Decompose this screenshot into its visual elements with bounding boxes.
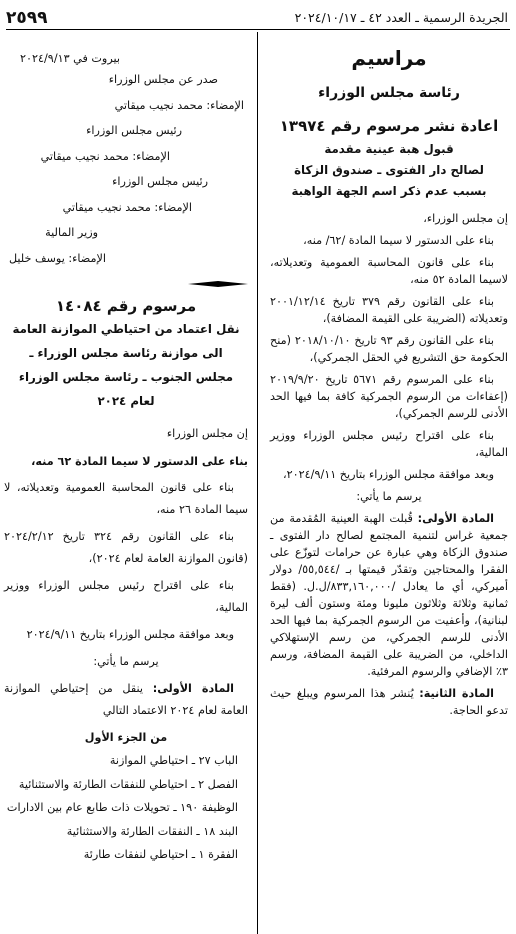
recital: بناء على قانون المحاسبة العمومية وتعديلاته، لاسيما المادة ٥٢ منه، (270, 256, 508, 286)
article-1 (4, 678, 248, 722)
signature-line: رئيس مجلس الوزراء (86, 124, 182, 137)
decree-title-line: مجلس الجنوب ـ رئاسة مجلس الوزراء (18, 370, 234, 384)
decree-number: مرسوم رقم ١٤٠٨٤ (55, 297, 197, 315)
article-label: المادة الأولى: (152, 682, 234, 695)
article-text: قُبلت الهبة العينية المُقدمة من جمعية غراس لتنمية المجتمع لصالح دار الفتوى ـ صندوق الزكاة وهي عبارة عن حرامات لتوزّع على الفقرا والمحتاجين وتقدّر قيمتها بـ /٥٥,٥٤٤/ دولار أميركي، أي ما يعادل /٨٣٣,١٦٠,٠٠٠/ل.ل. (فقط ثمانية وثلاثة وثلاثون مليونا ومئة وستون ألف ليرة لبنانية)، وأعفيت من الرسوم الجمركية بما فيها الحد الأدنى للرسم الجمركي، من رسم الإستهلاكي الداخلي، من الضريبة على القيمة المضافة، ورسم ٣٪ الإضافي والرسوم المرفئية. (270, 512, 508, 678)
signature-line: الإمضاء: محمد نجيب ميقاتي (62, 200, 192, 214)
decree-title-line: قبول هبة عينية مقدمة (324, 142, 454, 156)
decree-number: اعادة نشر مرسوم رقم ١٣٩٧٤ (279, 117, 499, 135)
place-date: بيروت في ٢٠٢٤/٩/١٣ (20, 52, 120, 65)
separator-ornament (188, 281, 248, 287)
recital: بناء على القانون رقم ٣٢٤ تاريخ ٢٠٢٤/٢/١٢ (قانون الموازنة العامة لعام ٢٠٢٤)، (4, 530, 248, 565)
authority-heading: رئاسة مجلس الوزراء (318, 85, 460, 101)
recital: بناء على اقتراح رئيس مجلس الوزراء ووزير المالية، (4, 579, 248, 614)
signature-line: الإمضاء: محمد نجيب ميقاتي (114, 98, 244, 112)
budget-item: الوظيفة ١٩٠ ـ تحويلات ذات طابع عام بين الادارات (6, 801, 238, 814)
article-2 (270, 685, 508, 719)
recital: بناء على قانون المحاسبة العمومية وتعديلاته، لا سيما المادة ٢٦ منه، (4, 481, 248, 516)
header-rule (6, 29, 510, 30)
article-label: المادة الثانية: (419, 687, 494, 700)
signature-line: الإمضاء: يوسف خليل (8, 251, 106, 265)
page-number: ٢٥٩٩ (6, 8, 48, 28)
decree-title (270, 139, 508, 202)
budget-item: الباب ٢٧ ـ احتياطي الموازنة (109, 754, 238, 767)
recital: بناء على المرسوم رقم ٥٦٧١ تاريخ ٢٠١٩/٩/٢٠ (إعفاءات من الرسوم الجمركية كافة بما فيها الحد الأدنى للرسم الجمركي)، (270, 373, 508, 420)
preamble: إن مجلس الوزراء (166, 427, 248, 440)
signature-block (4, 67, 248, 271)
recital: بناء على القانون رقم ٣٧٩ تاريخ ٢٠٠١/١٢/١٤ وتعديلاته (الضريبة على القيمة المضافة)، (270, 295, 508, 325)
recital: وبعد موافقة مجلس الوزراء بتاريخ ٢٠٢٤/٩/١١ (26, 628, 234, 641)
signature-line: رئيس مجلس الوزراء (112, 175, 208, 188)
article-text: ينقل من إحتياطي الموازنة العامة لعام ٢٠٢٤ الاعتماد التالي (4, 682, 248, 717)
recital: بناء على القانون رقم ٩٣ تاريخ ٢٠١٨/١٠/١٠ (منح الحكومة حق التشريع في الحقل الجمركي)، (270, 334, 508, 364)
recital: وبعد موافقة مجلس الوزراء بتاريخ ٢٠٢٤/٩/١١، (283, 468, 494, 481)
section-title: مراسيم (351, 46, 427, 70)
article-1 (270, 510, 508, 680)
decrees-clause: يرسم ما يأتي: (93, 655, 159, 668)
budget-item: البند ١٨ ـ النفقات الطارئة والاستثنائية (66, 824, 238, 838)
signature-line: وزير المالية (45, 226, 98, 239)
running-title: الجريدة الرسمية ـ العدد ٤٢ ـ ٢٠٢٤/١٠/١٧ (294, 10, 508, 25)
part-heading: من الجزء الأول (84, 731, 168, 744)
page-header (6, 6, 508, 28)
signature-line: صدر عن مجلس الوزراء (108, 73, 218, 86)
column-divider (257, 32, 258, 934)
decree-title-line: الى موازنة رئاسة مجلس الوزراء ـ (29, 346, 223, 360)
recital: بناء على الدستور لا سيما المادة ٦٢ منه، (31, 455, 248, 468)
article-text: يُنشر هذا المرسوم ويبلغ حيث تدعو الحاجة. (270, 687, 508, 717)
preamble: إن مجلس الوزراء، (423, 212, 508, 225)
signature-line: الإمضاء: محمد نجيب ميقاتي (40, 149, 170, 163)
decree-title (4, 317, 248, 413)
article-label: المادة الأولى: (417, 512, 494, 525)
recital: بناء على اقتراح رئيس مجلس الوزراء ووزير المالية، (270, 429, 508, 459)
budget-item: الفصل ٢ ـ احتياطي للنفقات الطارئة والاستثنائية (18, 777, 238, 791)
decree-title-line: نقل اعتماد من احتياطي الموازنة العامة (12, 322, 240, 336)
budget-item: الفقرة ١ ـ احتياطي لنفقات طارئة (83, 848, 238, 861)
right-column (270, 36, 508, 719)
decrees-clause: يرسم ما يأتي: (356, 490, 422, 503)
left-column (4, 36, 248, 867)
decree-title-line: لعام ٢٠٢٤ (97, 394, 155, 408)
decree-title-line: بسبب عدم ذكر اسم الجهة الواهبة (291, 184, 487, 198)
decree-title-line: لصالح دار الفتوى ـ صندوق الزكاة (294, 163, 484, 177)
recital: بناء على الدستور لا سيما المادة /٦٢/ منه، (303, 234, 494, 247)
